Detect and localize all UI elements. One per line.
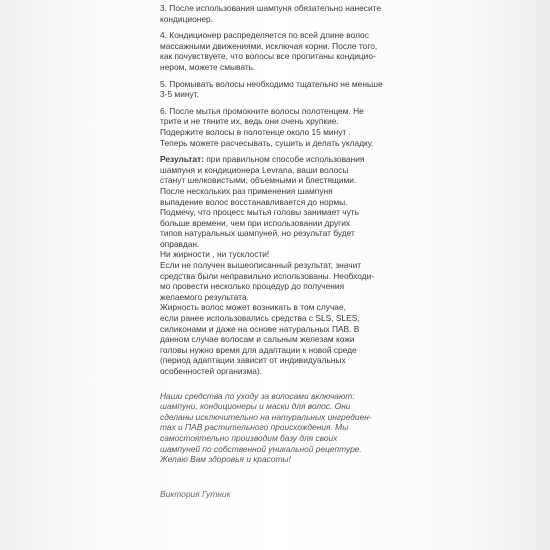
result-line: больше времени, чем при использовании других: [160, 217, 351, 228]
step-5: [160, 79, 392, 100]
step-line: трите и не тяните их, ведь они очень хрупкие.: [160, 116, 339, 127]
step-line: как почувствуете, что волосы все пропитаны кондицио-: [160, 51, 376, 62]
result-line: мо провести несколько процедур до получения: [160, 281, 345, 292]
result-line: при правильном способе использования: [206, 154, 365, 165]
result-line: оправдан.: [160, 238, 200, 249]
step-3: [160, 3, 392, 24]
result-line: Если не получен вышеописанный результат, значит: [160, 260, 362, 271]
result-line: выпадение волос восстанавливается до нормы.: [160, 196, 348, 207]
result-line: Ни жирности , ни тусклости!: [160, 249, 270, 260]
result-line: (период адаптации зависит от индивидуальных: [160, 355, 346, 366]
result-line: силиконами и даже на основе натуральных ПАВ. В: [160, 323, 360, 334]
result-line: шампуня и кондиционера Levrana, ваши волосы: [160, 164, 349, 175]
closing-line: сделаны исключительно на натуральных ингредиен-: [160, 411, 372, 422]
result-line: Подмечу, что процесс мытья головы занимает чуть: [160, 207, 360, 218]
step-line: 3-5 минут.: [160, 89, 199, 100]
step-line: Теперь можете расчесывать, сушить и делать укладку.: [160, 137, 374, 148]
step-line: массажными движениями, исключая корни. После того,: [160, 40, 378, 51]
signature: Виктория Гутник: [160, 488, 231, 499]
closing-section: [160, 391, 392, 465]
step-6: [160, 106, 392, 148]
result-section: [160, 154, 392, 376]
result-line: особенностей организма).: [160, 366, 262, 376]
closing-line: Наши средства по уходу за волосами включают:: [160, 390, 355, 401]
result-line: данном случае волосам и сальным железам кожи: [160, 334, 355, 345]
result-line: После нескольких раз применения шампуня: [160, 185, 333, 196]
step-line: 3. После использования шампуня обязательно нанесите: [160, 3, 382, 13]
result-line: желаемого результата.: [160, 291, 249, 302]
closing-line: самостоятельно производим базу для своих: [160, 432, 338, 443]
result-line: типов натуральных шампуней, но результат будет: [160, 228, 355, 239]
result-line: станут шелковистыми, объемными и блестящими.: [160, 175, 357, 186]
closing-line: тах и ПАВ растительного происхождения. Мы: [160, 422, 349, 433]
step-line: кондиционер.: [160, 13, 214, 24]
instructions-column: [160, 3, 392, 499]
step-line: нером, можете смывать.: [160, 61, 256, 72]
result-label: Результат:: [160, 154, 204, 165]
closing-line: Желаю Вам здоровья и красоты!: [160, 454, 291, 465]
result-line: средства были неправильно использованы. Необходи-: [160, 270, 375, 281]
step-line: 6. После мытья промокните волосы полотенцем. Не: [160, 105, 364, 116]
step-4: [160, 30, 392, 72]
result-line: головы нужно время для адаптации к новой среде: [160, 344, 357, 355]
closing-line: шампуней по собственной уникальной рецептуре.: [160, 443, 362, 454]
result-line: Жирность волос может возникать в том случае,: [160, 302, 346, 313]
result-line: если ранее использовались средства с SLS, SLES,: [160, 313, 360, 324]
step-line: 5. Промывать волосы необходимо тщательно не меньше: [160, 78, 383, 89]
closing-line: шампуни, кондиционеры и маски для волос. Они: [160, 401, 351, 412]
result-first-line: [160, 154, 392, 165]
step-line: Подержите волосы в полотенце около 15 минут .: [160, 126, 351, 137]
step-line: 4. Кондиционер распределяется по всей длине волос: [160, 30, 369, 41]
